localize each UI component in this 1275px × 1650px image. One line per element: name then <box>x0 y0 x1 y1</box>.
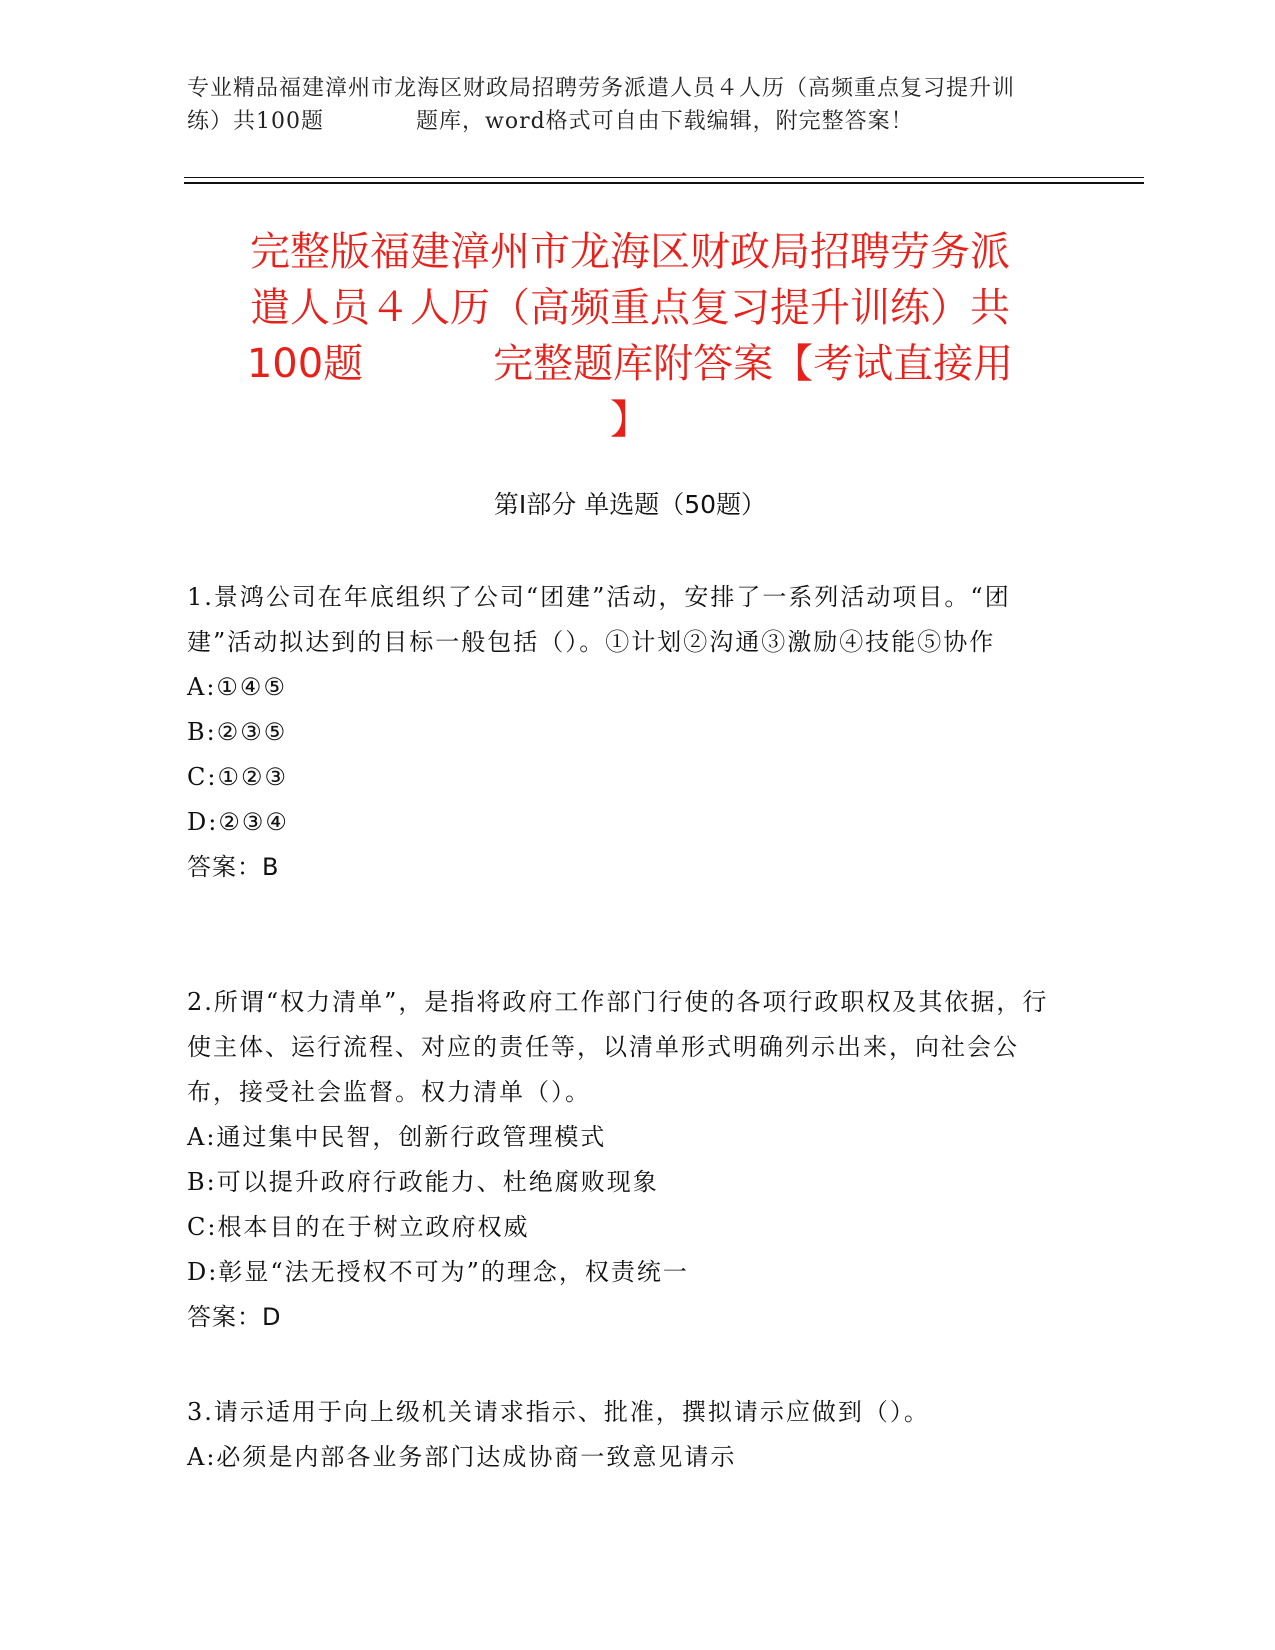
title-line-3a: 100题 <box>246 341 364 387</box>
option-a: A:通过集中民智，创新行政管理模式 <box>187 1123 607 1151</box>
option-d: D:彰显“法无授权不可为”的理念，权责统一 <box>187 1258 689 1286</box>
answer: 答案：B <box>187 853 280 881</box>
title-line-3 <box>180 336 1080 392</box>
option-b: B:可以提升政府行政能力、杜绝腐败现象 <box>187 1168 659 1196</box>
question-1 <box>187 575 1067 890</box>
header-line-1: 专业精品福建漳州市龙海区财政局招聘劳务派遣人员４人历（高频重点复习提升训 <box>187 76 1016 101</box>
question-2 <box>187 980 1067 1340</box>
header-rule-thin <box>184 177 1144 178</box>
title-line-4: 】 <box>610 397 650 443</box>
page-header <box>187 72 1087 138</box>
option-a: A:①④⑤ <box>187 673 287 701</box>
question-stem: 1.景鸿公司在年底组织了公司“团建”活动，安排了一系列活动项目。“团建”活动拟达到的目标一般包括（）。①计划②沟通③激励④技能⑤协作 <box>187 583 1011 656</box>
answer: 答案：D <box>187 1303 282 1331</box>
header-line-2: 练）共100题 题库，word格式可自由下载编辑，附完整答案！ <box>187 109 914 134</box>
option-b: B:②③⑤ <box>187 718 288 746</box>
option-a: A:必须是内部各业务部门达成协商一致意见请示 <box>187 1443 737 1471</box>
title-line-2: 遣人员４人历（高频重点复习提升训练）共 <box>250 285 1010 331</box>
question-3 <box>187 1390 1067 1480</box>
title-line-1: 完整版福建漳州市龙海区财政局招聘劳务派 <box>250 229 1010 275</box>
section-title: 第Ⅰ部分 单选题（50题） <box>493 490 767 519</box>
document-title <box>180 224 1080 448</box>
header-rule-thick <box>184 182 1144 184</box>
title-line-3b: 完整题库附答案【考试直接用 <box>493 341 1014 387</box>
question-stem: 3.请示适用于向上级机关请求指示、批准，撰拟请示应做到（）。 <box>187 1398 930 1426</box>
option-c: C:①②③ <box>187 763 288 791</box>
question-stem: 2.所谓“权力清单”，是指将政府工作部门行使的各项行政职权及其依据，行使主体、运行流程、对应的责任等，以清单形式明确列示出来，向社会公布，接受社会监督。权力清单（）。 <box>187 988 1049 1106</box>
option-c: C:根本目的在于树立政府权威 <box>187 1213 530 1241</box>
option-d: D:②③④ <box>187 808 289 836</box>
